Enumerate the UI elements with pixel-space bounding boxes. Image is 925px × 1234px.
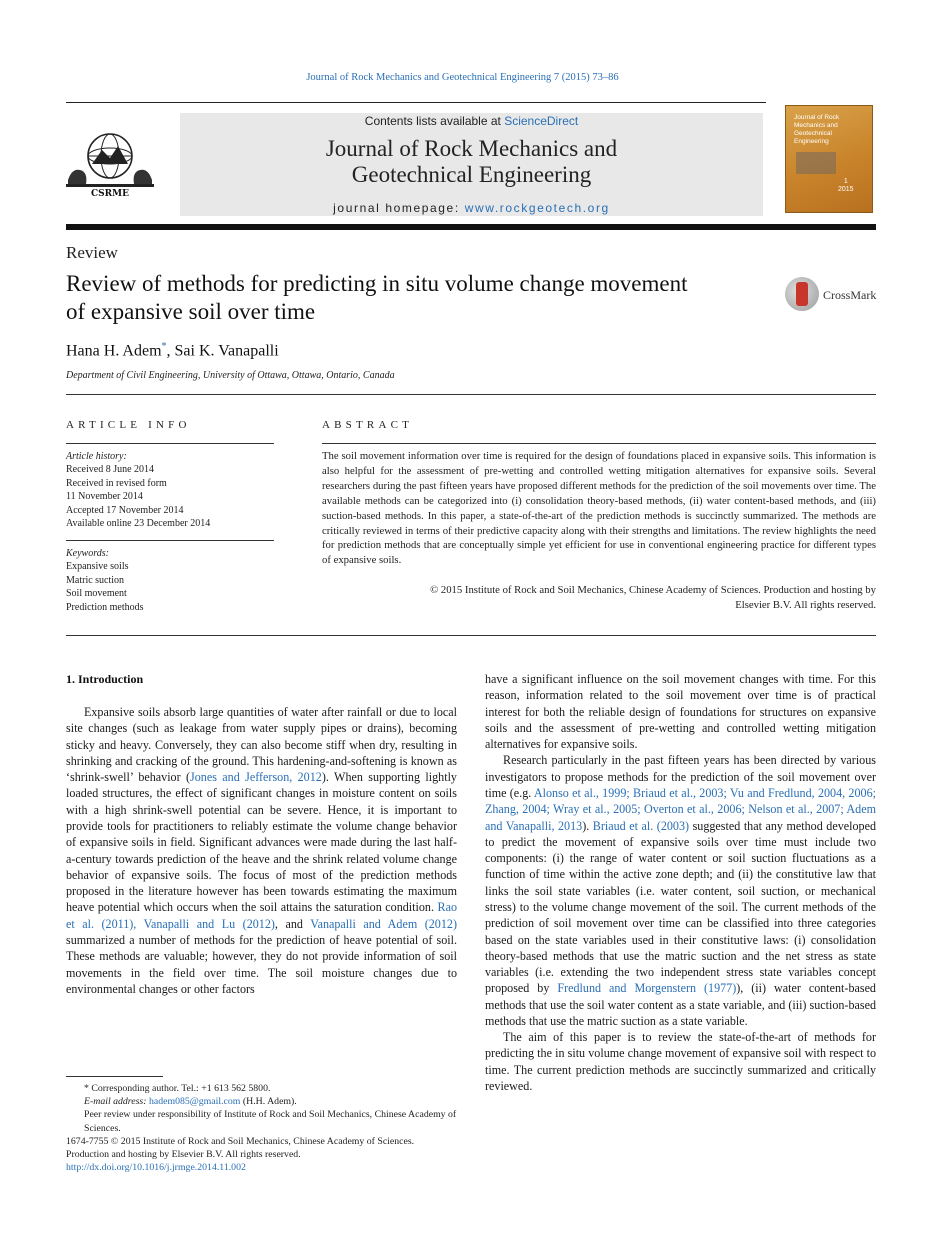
body-text: ), (ii) water content-based methods that use the soil water content as a state variable, and (iii) suction-based methods that use the matric suction as a state variable. (485, 981, 876, 1028)
abstract-rule (322, 443, 876, 444)
body-column-left (66, 704, 457, 997)
journal-title (180, 136, 763, 188)
history-received: Received 8 June 2014 (66, 464, 155, 476)
citation-link[interactable]: Vanapalli and Adem (2012) (310, 916, 457, 931)
footnote-corresponding-author: * Corresponding author. Tel.: +1 613 562 5800. (84, 1083, 271, 1094)
footnote-peer-review: Peer review under responsibility of Institute of Rock and Soil Mechanics, Chinese Academy of Sciences. (84, 1109, 457, 1134)
paper-title-line1: Review of methods for predicting in situ volume change movement (66, 271, 688, 296)
keyword-item: Expansive soils (66, 561, 129, 573)
email-label: E-mail address: (84, 1096, 149, 1108)
article-history (66, 450, 276, 530)
history-revised-date: 11 November 2014 (66, 491, 143, 503)
body-text: Research particularly in the past fifteen years has been directed by various investigators to propose methods for the prediction of the soil movement over time (e.g. (485, 753, 876, 800)
abstract-text: The soil movement information over time is required for the design of foundations placed in expansive soils. This information is also helpful for the assessment of pre-wetting and controlled wetting mitigation alternatives for expansive soils. Several researchers during the past fifteen years have proposed different methods for the prediction of the soil movements over time. The available methods can be categorized into (i) consolidation theory-based methods, (ii) water content-based methods, and (iii) suction-based methods. In this paper, a state-of-the-art of the prediction methods is succinctly summarized. The methods are critically reviewed in terms of their predictive capacity along with their strengths and limitations. The review highlights the need for prediction methods that are conceptually simple yet efficient for use in conventional engineering practice for different types of expansive soils. (322, 450, 876, 567)
header-rule (66, 102, 766, 103)
body-paragraph (66, 704, 457, 997)
affiliation: Department of Civil Engineering, University of Ottawa, Ottawa, Ontario, Canada (66, 370, 395, 381)
journal-title-line2: Geotechnical Engineering (351, 162, 592, 187)
keywords-rule (66, 540, 274, 541)
abstract-copyright (322, 583, 876, 613)
citation-link[interactable]: Jones and Jefferson, 2012 (190, 770, 322, 785)
cover-issue-year (838, 178, 854, 194)
cover-title: Journal of Rock Mechanics and Geotechnical Engineering (794, 114, 840, 145)
article-type: Review (66, 243, 118, 262)
divider (66, 635, 876, 636)
crossmark-label: CrossMark (823, 288, 877, 302)
paper-title (66, 270, 766, 326)
footnote-email (66, 1095, 457, 1108)
body-text: suggested that any method developed to predict the movement of expansive soils over time must include two components: (i) the range of water content or soil suction fluctuations as a function of time within the active zone depth; and (ii) the constitutive law that links the soil state variables (i.e. water content, soil suction, or mechanical stress) to the volume change movement of the soil. The current methods of the prediction of soil movement over time can be classified into three categories based on the state variables used in their constitutive laws: (i) consolidation theory-based methods that use the matric suction and the net stress as state variables (i.e. extending the two independent stress state variables concept proposed by (485, 818, 876, 996)
authors (66, 341, 279, 360)
author-adem[interactable]: Hana H. Adem (66, 342, 162, 360)
contents-prefix: Contents lists available at (364, 114, 505, 128)
keyword-item: Matric suction (66, 574, 125, 586)
history-revised-label: Received in revised form (66, 477, 167, 489)
journal-cover-image[interactable] (785, 105, 873, 213)
footnotes (66, 1082, 457, 1174)
cover-photo (796, 152, 836, 174)
contents-line (180, 114, 763, 128)
csrme-logo (62, 130, 174, 202)
body-text: , and (274, 916, 311, 931)
cover-issue: 1 (843, 178, 848, 185)
author-vanapalli[interactable]: Sai K. Vanapalli (174, 342, 279, 360)
journal-title-line1: Journal of Rock Mechanics and (325, 136, 618, 161)
homepage-link[interactable]: www.rockgeotech.org (464, 201, 610, 215)
body-text: Expansive soils absorb large quantities of water after rainfall or due to local site changes (such as leakage from water supply pipes or drains), becoming sticky and heavy. Conversely, they can also become stiff when dry, resulting in shrinking and cracking of the ground. This hardening-and-softening is known as ‘shrink-swell’ behavior ( (66, 705, 457, 785)
keywords (66, 547, 276, 614)
body-text: summarized a number of methods for the prediction of heave potential of soil. These methods are valuable; however, they do not provide information of soil movements in the field over time. The soil moisture changes due to environmental changes or other factors (66, 932, 457, 996)
logo-text: CSRME (91, 189, 129, 199)
keyword-item: Soil movement (66, 588, 127, 600)
homepage-line (180, 201, 763, 215)
body-paragraph (485, 752, 876, 1029)
cover-year: 2015 (838, 186, 854, 193)
homepage-prefix: journal homepage: (333, 201, 465, 215)
body-paragraph: have a significant influence on the soil movement changes with time. For this reason, information related to the soil movement over time is of practical interest for both the reliable design of foundations for structures on expansive soils and the assessment of pre-wetting and controlled wetting mitigation alternatives for expansive soils. (485, 672, 876, 752)
abstract-heading: ABSTRACT (322, 419, 414, 431)
history-label: Article history: (66, 451, 127, 462)
email-link[interactable]: hadem085@gmail.com (148, 1096, 241, 1108)
email-suffix: (H.H. Adem). (240, 1096, 297, 1108)
citation-link[interactable]: Fredlund and Morgenstern (1977) (557, 981, 737, 996)
copyright-line1: © 2015 Institute of Rock and Soil Mechanics, Chinese Academy of Sciences. Production and hosting by (430, 584, 876, 596)
author-separator: , (166, 342, 175, 360)
body-paragraph: The aim of this paper is to review the state-of-the-art of methods for predicting the in situ volume change movement of expansive soil with respect to time. The current prediction methods are succinctly summarized and critically reviewed. (485, 1030, 876, 1094)
history-online: Available online 23 December 2014 (66, 518, 211, 530)
footnote-rule (66, 1076, 163, 1077)
crossmark-bookmark-icon (796, 282, 808, 306)
crossmark-button[interactable] (785, 277, 877, 313)
copyright-line2: Elsevier B.V. All rights reserved. (735, 598, 876, 611)
doi-link[interactable]: http://dx.doi.org/10.1016/j.jrmge.2014.11.002 (66, 1162, 246, 1174)
divider (66, 394, 876, 395)
body-text: ). When supporting lightly loaded structures, the effect of significant changes in moisture content on soils with a high shrink-swell potential can be severe. Hence, it is important to provide tools for practitioners to reliably estimate the volume change behavior of expansive soils in field. Significant advances were made during the last half-a-century towards prediction of the heave and the shrink related volume change behavior of expansive soils. The focus of most of the prediction methods proposed in the literature however has been towards estimating the maximum heave potential which occurs when the soil attains the saturation condition. (66, 770, 457, 915)
article-info-heading: ARTICLE INFO (66, 419, 191, 431)
citation-link[interactable]: Rao et al. (2011), Vanapalli and Lu (2012) (66, 900, 457, 931)
keyword-item: Prediction methods (66, 601, 144, 613)
footnote-issn: 1674-7755 © 2015 Institute of Rock and Soil Mechanics, Chinese Academy of Sciences. Production and hosting by Elsevier B.V. All rights reserved. (66, 1135, 415, 1161)
keywords-label: Keywords: (66, 548, 109, 559)
section-heading-introduction: 1. Introduction (66, 672, 144, 686)
history-accepted: Accepted 17 November 2014 (66, 504, 184, 516)
article-info-rule (66, 443, 274, 444)
body-column-right (485, 671, 876, 1094)
journal-reference-link[interactable]: Journal of Rock Mechanics and Geotechnical Engineering 7 (2015) 73–86 (306, 72, 619, 83)
citation-link[interactable]: Alonso et al., 1999; Briaud et al., 2003; Vu and Fredlund, 2004, 2006; Zhang, 2004; Wray et al., 2005; Overton et al., 2006; Nelson et al., 2007; Adem and Vanapalli, 2013 (485, 785, 876, 833)
sciencedirect-link[interactable]: ScienceDirect (504, 114, 579, 128)
paper-title-line2: of expansive soil over time (66, 299, 316, 324)
header-thick-rule (66, 224, 876, 230)
body-text: ). (582, 818, 593, 833)
citation-link[interactable]: Briaud et al. (2003) (592, 818, 690, 833)
corresponding-author-mark[interactable]: * (161, 341, 167, 352)
